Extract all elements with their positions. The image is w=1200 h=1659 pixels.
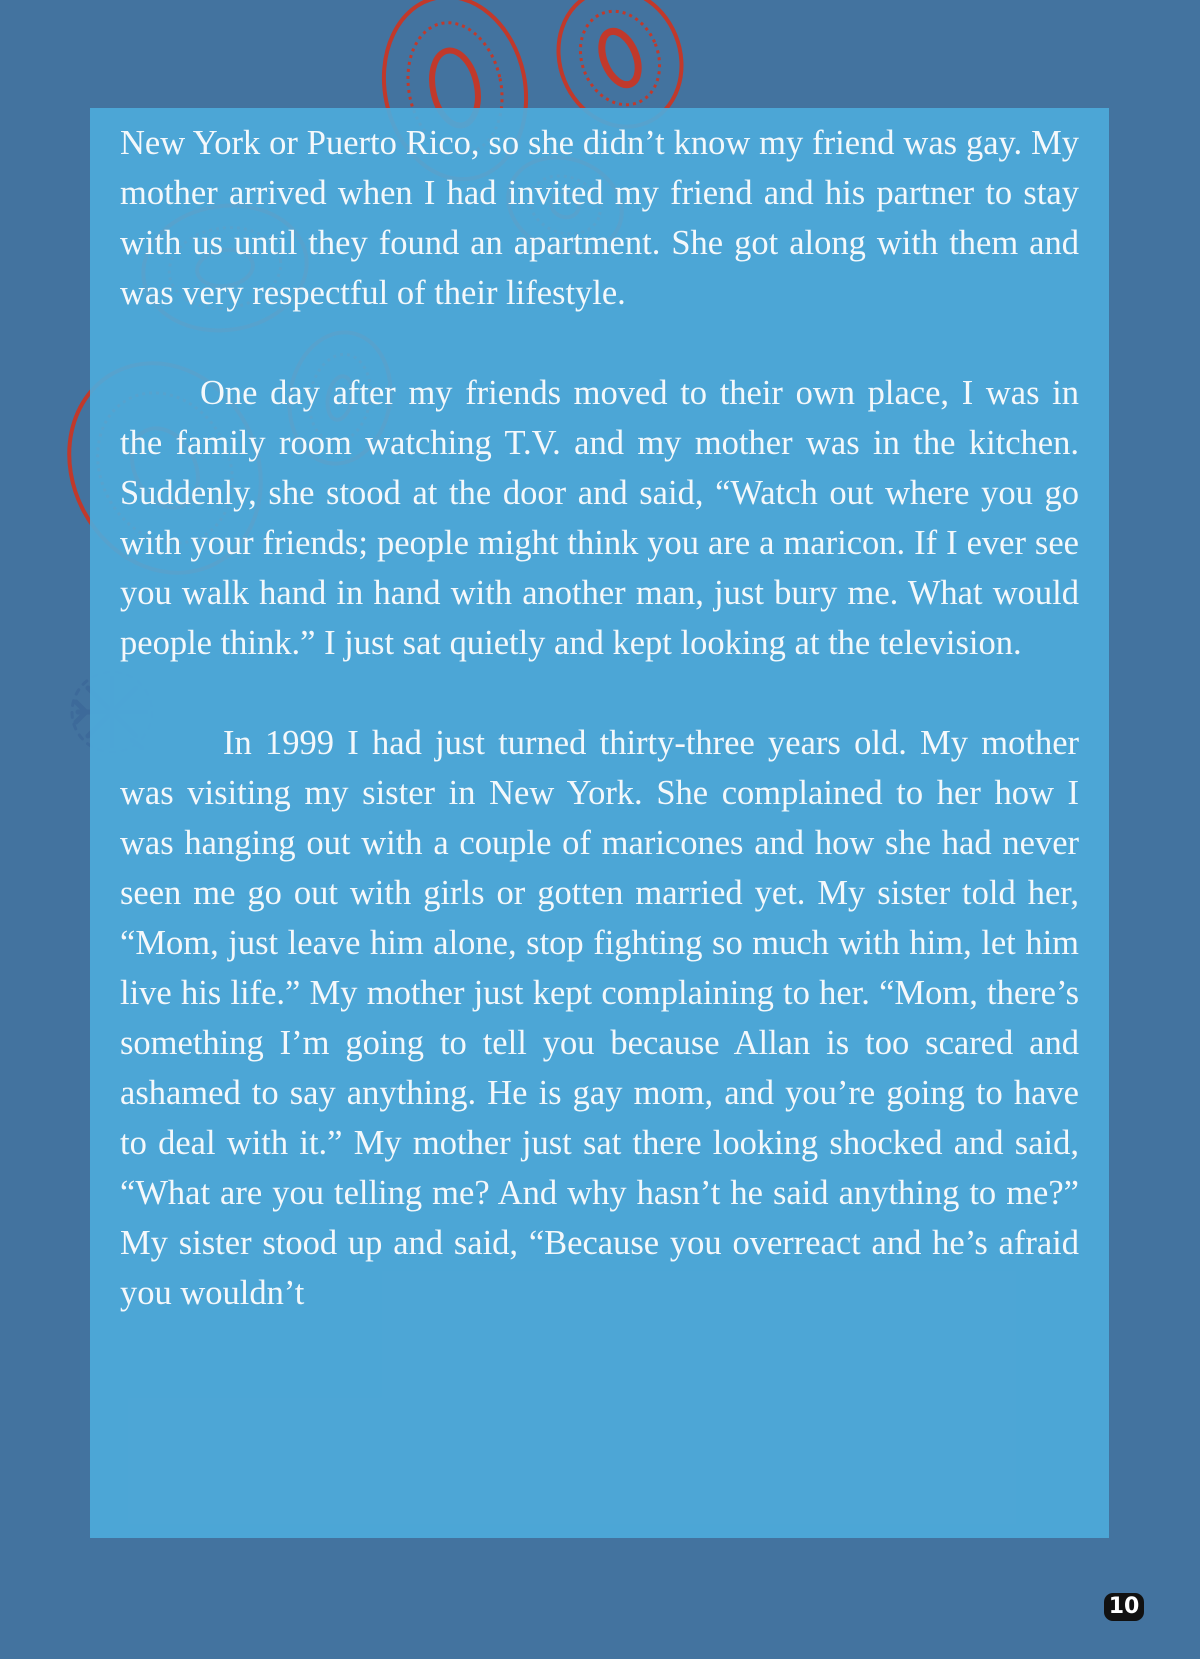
story-paragraph: New York or Puerto Rico, so she didn’t know my friend was gay. My mother arrived when I had invited my friend and his partner to stay with us until they found an apartment. She got along with them and was very respectful of their lifestyle.: [120, 124, 1079, 312]
page-number: 10: [1104, 1593, 1144, 1621]
text-panel: [90, 108, 1109, 1538]
story-paragraph: In 1999 I had just turned thirty-three years old. My mother was visiting my sister in New York. She complained to her how I was hanging out with a couple of maricones and how she had never seen me go out with girls or gotten married yet. My sister told her, “Mom, just leave him alone, stop fighting so much with him, let him live his life.” My mother just kept complaining to her. “Mom, there’s something I’m going to tell you because Allan is too scared and ashamed to say anything. He is gay mom, and you’re going to have to deal with it.” My mother just sat there looking shocked and said, “What are you telling me? And why hasn’t he said anything to me?” My sister stood up and said, “Because you overreact and he’s afraid you wouldn’t: [120, 724, 1079, 1312]
story-paragraph: One day after my friends moved to their own place, I was in the family room watching T.V. and my mother was in the kitchen. Suddenly, she stood at the door and said, “Watch out where you go with your friends; people might think you are a maricon. If I ever see you walk hand in hand with another man, just bury me. What would people think.” I just sat quietly and kept looking at the television.: [120, 374, 1079, 662]
